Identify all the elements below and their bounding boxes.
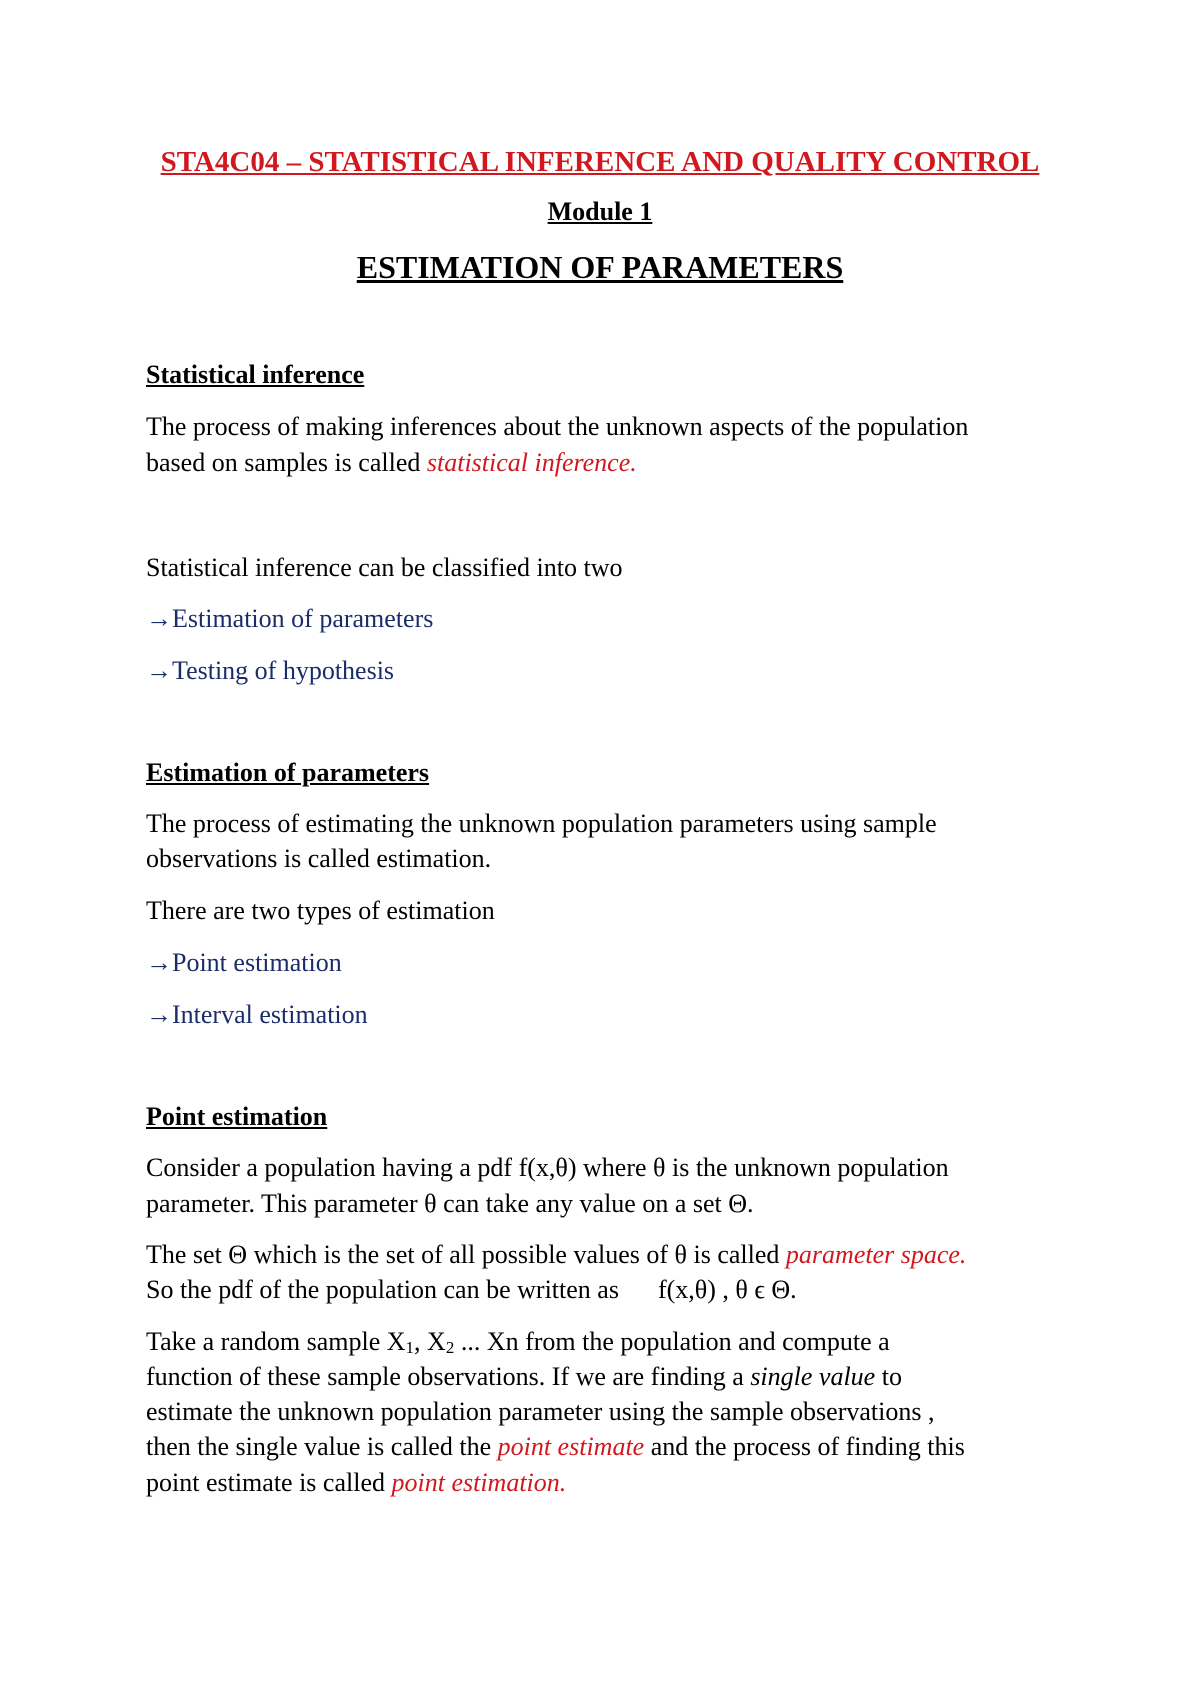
section-heading-estimation-of-parameters: Estimation of parameters (146, 758, 430, 787)
section-heading-point-estimation: Point estimation (146, 1102, 328, 1131)
term-point-estimation: point estimation. (391, 1468, 567, 1497)
paragraph-line: based on samples is called statistical inference. (146, 448, 637, 477)
paragraph-line: Consider a population having a pdf f(x,θ) where θ is the unknown population (146, 1153, 949, 1182)
list-item: →Point estimation (146, 948, 342, 977)
paragraph-line: The process of estimating the unknown population parameters using sample (146, 809, 937, 838)
arrow-icon: → (146, 1000, 172, 1029)
paragraph-line: observations is called estimation. (146, 844, 492, 873)
paragraph-line: There are two types of estimation (146, 896, 495, 925)
list-item: →Testing of hypothesis (146, 656, 395, 685)
list-item: →Interval estimation (146, 1000, 368, 1029)
arrow-icon: → (146, 948, 172, 977)
term-point-estimate: point estimate (497, 1432, 645, 1461)
section-heading-statistical-inference: Statistical inference (146, 360, 365, 389)
paragraph-line: Statistical inference can be classified into two (146, 553, 623, 582)
term-single-value: single value (750, 1362, 876, 1391)
list-item: →Estimation of parameters (146, 604, 434, 633)
paragraph-line: parameter. This parameter θ can take any value on a set Θ. (146, 1189, 754, 1218)
arrow-icon: → (146, 604, 172, 633)
course-title: STA4C04 – STATISTICAL INFERENCE AND QUALITY CONTROL (160, 146, 1040, 178)
paragraph-line: then the single value is called the point estimate and the process of finding this (146, 1432, 965, 1461)
paragraph-line: estimate the unknown population parameter using the sample observations , (146, 1397, 935, 1426)
paragraph-line: So the pdf of the population can be written as f(x,θ) , θ ϵ Θ. (146, 1275, 797, 1304)
paragraph-line: point estimate is called point estimation. (146, 1468, 567, 1497)
arrow-icon: → (146, 656, 172, 685)
module-label: Module 1 (547, 197, 653, 226)
paragraph-line: function of these sample observations. If we are finding a single value to (146, 1362, 902, 1391)
paragraph-line: The set Θ which is the set of all possible values of θ is called parameter space. (146, 1240, 967, 1269)
term-statistical-inference: statistical inference. (426, 448, 637, 477)
paragraph-line: The process of making inferences about the unknown aspects of the population (146, 412, 969, 441)
page-title: ESTIMATION OF PARAMETERS (356, 249, 844, 285)
paragraph-line: Take a random sample X1, X2 ... Xn from the population and compute a (146, 1327, 890, 1357)
term-parameter-space: parameter space. (785, 1240, 967, 1269)
